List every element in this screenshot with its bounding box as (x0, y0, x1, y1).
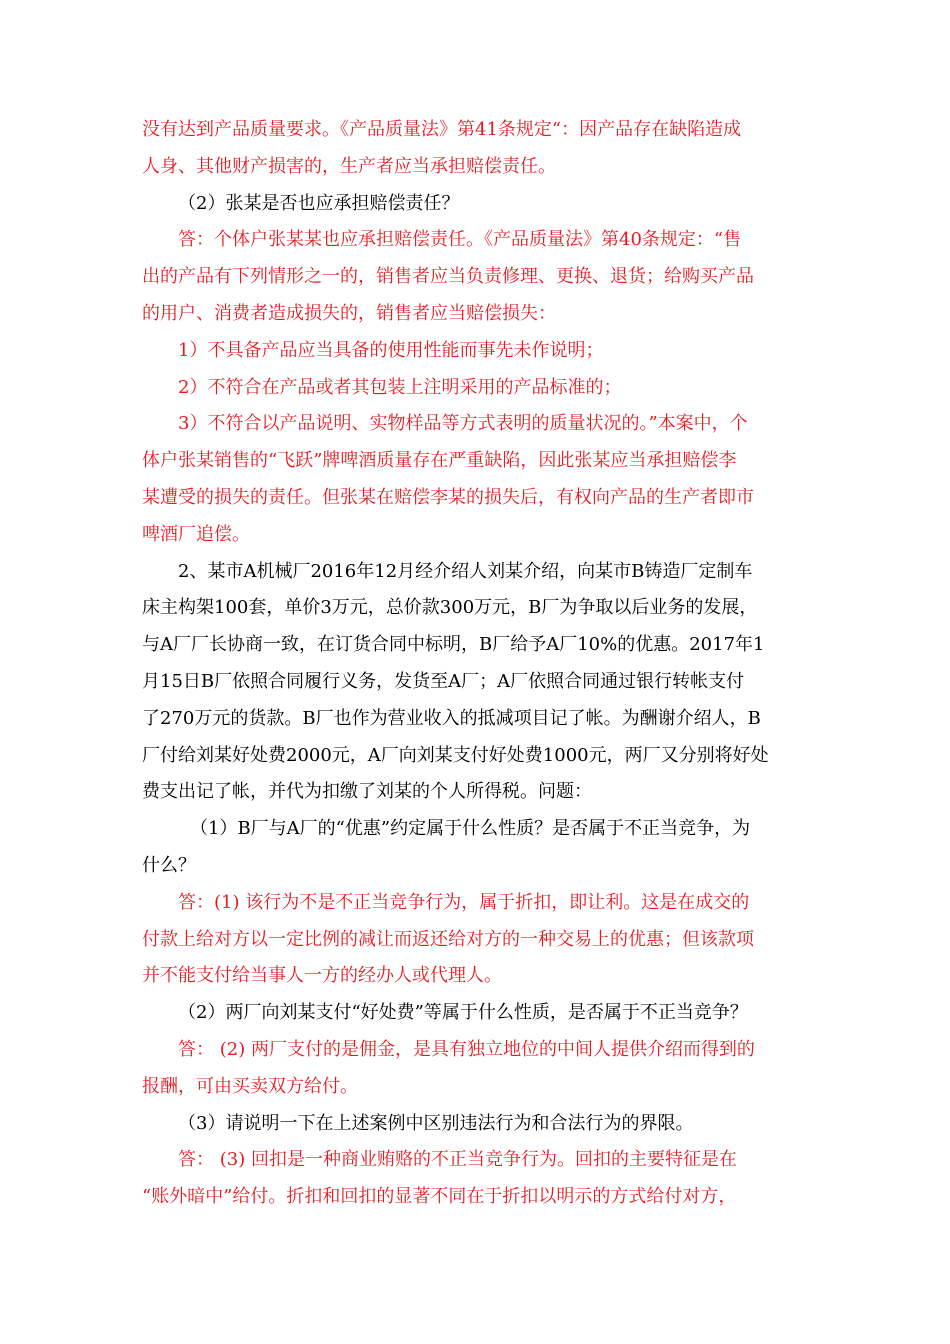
answer-text-line: 3）不符合以产品说明、实物样品等方式表明的质量状况的。”本案中，个 (178, 413, 748, 435)
question-text-line: （2）两厂向刘某支付“好处费”等属于什么性质，是否属于不正当竞争？ (178, 1002, 748, 1024)
answer-text-line: 答： (2) 两厂支付的是佣金，是具有独立地位的中间人提供介绍而得到的 (178, 1039, 755, 1060)
question-text-line: 床主构架100套，单价3万元，总价款300万元，B厂为争取以后业务的发展， (142, 597, 758, 619)
answer-text-line: 体户张某销售的“飞跃”牌啤酒质量存在严重缺陷，因此张某应当承担赔偿李 (142, 450, 737, 472)
answer-text-line: 某遭受的损失的责任。但张某在赔偿李某的损失后，有权向产品的生产者即市 (142, 487, 754, 508)
answer-text-line: 1）不具备产品应当具备的使用性能而事先未作说明； (178, 339, 604, 361)
answer-text-line: 答：(1) 该行为不是不正当竞争行为，属于折扣，即让利。这是在成交的 (178, 891, 750, 913)
question-text-line: 2、某市A机械厂2016年12月经介绍人刘某介绍，向某市B铸造厂定制车 (178, 560, 753, 582)
answer-text-line: “账外暗中”给付。折扣和回扣的显著不同在于折扣以明示的方式给付对方， (142, 1186, 737, 1208)
answer-text-line: 答： (3) 回扣是一种商业贿赂的不正当竞争行为。回扣的主要特征是在 (178, 1149, 737, 1171)
answer-text-line: 出的产品有下列情形之一的，销售者应当负责修理、更换、退货；给购买产品 (142, 266, 754, 288)
answer-text-line: 并不能支付给当事人一方的经办人或代理人。 (142, 965, 502, 987)
answer-text-line: 答：个体户张某某也应承担赔偿责任。《产品质量法》第40条规定：“售 (178, 229, 742, 251)
question-text-line: （1）B厂与A厂的“优惠”约定属于什么性质？是否属于不正当竞争，为 (190, 818, 751, 840)
answer-text-line: 报酬，可由买卖双方给付。 (142, 1075, 358, 1097)
answer-text-line: 啤酒厂追偿。 (142, 523, 250, 545)
answer-text-line: 2）不符合在产品或者其包装上注明采用的产品标准的； (178, 376, 622, 398)
question-text-line: 月15日B厂依照合同履行义务，发货至A厂；A厂依照合同通过银行转帐支付 (142, 671, 745, 692)
answer-text-line: 付款上给对方以一定比例的减让而返还给对方的一种交易上的优惠；但该款项 (142, 928, 754, 950)
answer-text-line: 的用户、消费者造成损失的，销售者应当赔偿损失： (142, 303, 556, 324)
answer-text-line: 没有达到产品质量要求。《产品质量法》第41条规定“：因产品存在缺陷造成 (142, 119, 742, 140)
question-text-line: 与A厂厂长协商一致，在订货合同中标明，B厂给予A厂10%的优惠。2017年1 (142, 634, 765, 656)
question-text-line: 费支出记了帐，并代为扣缴了刘某的个人所得税。问题： (142, 781, 592, 803)
question-text-line: （3）请说明一下在上述案例中区别违法行为和合法行为的界限。 (178, 1112, 694, 1134)
question-text-line: （2）张某是否也应承担赔偿责任？ (178, 192, 460, 214)
answer-text-line: 人身、其他财产损害的，生产者应当承担赔偿责任。 (142, 155, 556, 177)
question-text-line: 了270万元的货款。B厂也作为营业收入的抵减项目记了帐。为酬谢介绍人，B (142, 707, 761, 729)
question-text-line: 什么？ (142, 855, 196, 876)
question-text-line: 厂付给刘某好处费2000元，A厂向刘某支付好处费1000元，两厂又分别将好处 (142, 744, 769, 766)
